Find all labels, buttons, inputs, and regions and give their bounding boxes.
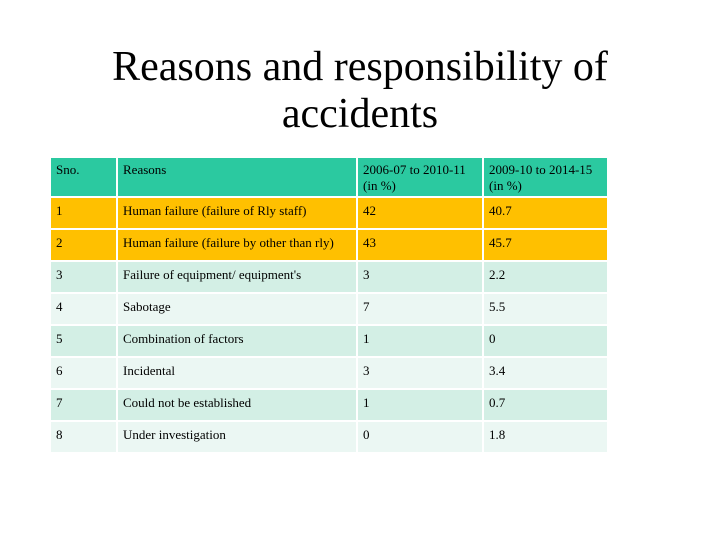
cell-reason: Human failure (failure of Rly staff) bbox=[117, 197, 357, 229]
cell-period-1: 3 bbox=[357, 261, 483, 293]
cell-reason: Combination of factors bbox=[117, 325, 357, 357]
table-row bbox=[50, 421, 608, 453]
cell-period-1: 1 bbox=[357, 325, 483, 357]
cell-period-2: 0 bbox=[483, 325, 608, 357]
table-row bbox=[50, 325, 608, 357]
header-period-1: 2006-07 to 2010-11 (in %) bbox=[357, 157, 483, 197]
cell-period-1: 43 bbox=[357, 229, 483, 261]
cell-period-2: 45.7 bbox=[483, 229, 608, 261]
cell-sno: 5 bbox=[50, 325, 117, 357]
cell-reason: Under investigation bbox=[117, 421, 357, 453]
table-row bbox=[50, 357, 608, 389]
cell-period-1: 42 bbox=[357, 197, 483, 229]
cell-period-2: 40.7 bbox=[483, 197, 608, 229]
cell-period-1: 7 bbox=[357, 293, 483, 325]
cell-period-2: 5.5 bbox=[483, 293, 608, 325]
header-reasons: Reasons bbox=[117, 157, 357, 197]
cell-sno: 1 bbox=[50, 197, 117, 229]
table-row bbox=[50, 293, 608, 325]
cell-period-2: 3.4 bbox=[483, 357, 608, 389]
cell-sno: 6 bbox=[50, 357, 117, 389]
cell-period-1: 1 bbox=[357, 389, 483, 421]
table-row bbox=[50, 197, 608, 229]
cell-sno: 7 bbox=[50, 389, 117, 421]
cell-period-1: 3 bbox=[357, 357, 483, 389]
cell-reason: Human failure (failure by other than rly) bbox=[117, 229, 357, 261]
page-title: Reasons and responsibility of accidents bbox=[112, 44, 608, 137]
table-row bbox=[50, 261, 608, 293]
table-row bbox=[50, 229, 608, 261]
header-period-2: 2009-10 to 2014-15 (in %) bbox=[483, 157, 608, 197]
accidents-table bbox=[50, 157, 608, 453]
header-sno: Sno. bbox=[50, 157, 117, 197]
cell-sno: 3 bbox=[50, 261, 117, 293]
cell-period-2: 2.2 bbox=[483, 261, 608, 293]
cell-reason: Sabotage bbox=[117, 293, 357, 325]
cell-reason: Could not be established bbox=[117, 389, 357, 421]
cell-period-2: 0.7 bbox=[483, 389, 608, 421]
cell-sno: 8 bbox=[50, 421, 117, 453]
cell-sno: 2 bbox=[50, 229, 117, 261]
table-row bbox=[50, 389, 608, 421]
cell-sno: 4 bbox=[50, 293, 117, 325]
cell-period-2: 1.8 bbox=[483, 421, 608, 453]
table-header-row bbox=[50, 157, 608, 197]
cell-reason: Failure of equipment/ equipment's bbox=[117, 261, 357, 293]
cell-period-1: 0 bbox=[357, 421, 483, 453]
cell-reason: Incidental bbox=[117, 357, 357, 389]
